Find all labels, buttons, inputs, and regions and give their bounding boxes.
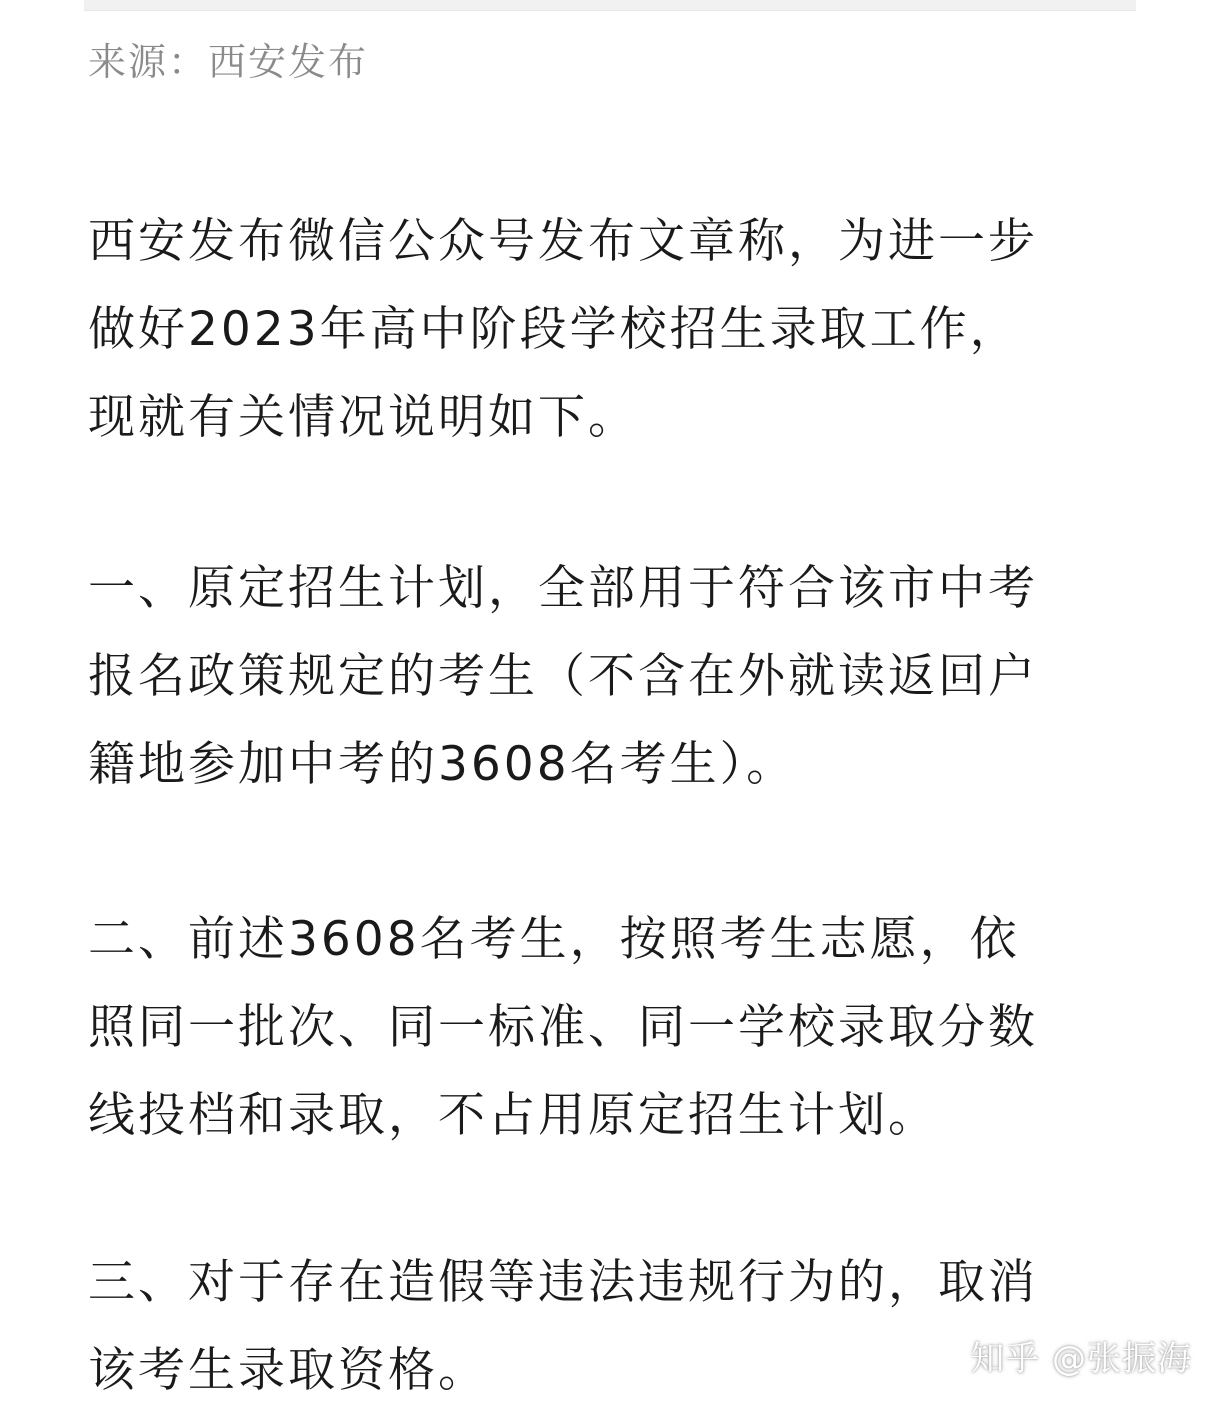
paragraph-item-2 (88, 896, 1138, 1160)
paragraph-line: 现就有关情况说明如下。 (88, 390, 638, 445)
paragraph-line: 二、前述3608名考生，按照考生志愿，依 (88, 912, 1020, 967)
paragraph-line: 照同一批次、同一标准、同一学校录取分数 (88, 1000, 1038, 1055)
paragraph-item-1 (88, 545, 1138, 809)
paragraph-line: 三、对于存在造假等违法违规行为的，取消 (88, 1255, 1038, 1310)
paragraph-line: 该考生录取资格。 (88, 1343, 488, 1398)
paragraph-line: 一、原定招生计划，全部用于符合该市中考 (88, 561, 1038, 616)
paragraph-line: 报名政策规定的考生（不含在外就读返回户 (88, 649, 1038, 704)
paragraph-line: 做好2023年高中阶段学校招生录取工作， (88, 302, 1020, 357)
zhihu-watermark: 知乎 @张振海 (970, 1339, 1192, 1379)
paragraph-line: 西安发布微信公众号发布文章称，为进一步 (88, 214, 1038, 269)
paragraph-line: 籍地参加中考的3608名考生）。 (88, 737, 797, 792)
paragraph-item-3 (88, 1239, 1138, 1415)
paragraph-line: 线投档和录取，不占用原定招生计划。 (88, 1088, 938, 1143)
top-image-edge (84, 0, 1136, 11)
paragraph-intro (88, 198, 1138, 462)
source-line: 来源：西安发布 (88, 40, 369, 84)
